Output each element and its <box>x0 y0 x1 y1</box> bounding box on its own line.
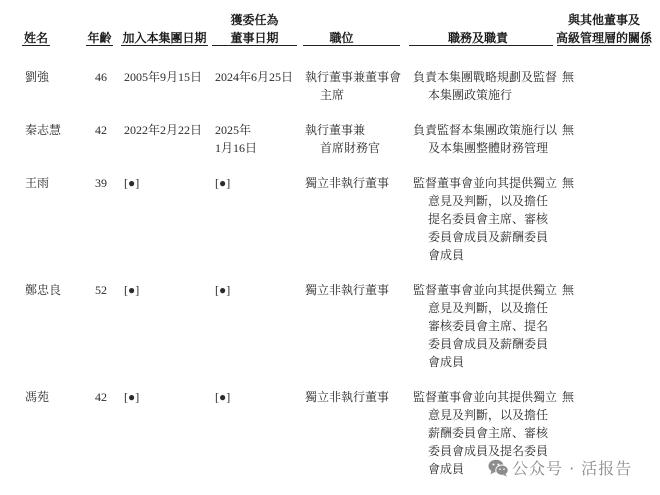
header-relationship-line: 高級管理層的關係 <box>556 31 653 45</box>
appointment-date-line: 2025年 <box>215 123 252 137</box>
duties-line: 會成員 <box>428 248 465 262</box>
director-name: 劉強 <box>25 70 50 84</box>
header-underline <box>22 45 50 46</box>
appointment-date <box>215 174 230 192</box>
appointment-date-line: 1月16日 <box>215 141 258 155</box>
relationship: 無 <box>562 390 575 404</box>
duties-line: 委員會成員及薪酬委員 <box>428 230 549 244</box>
header-name: 姓名 <box>23 31 48 45</box>
relationship: 無 <box>562 176 575 190</box>
duties-line: 審核委員會主席、提名 <box>428 319 549 333</box>
header-position: 職位 <box>329 31 354 45</box>
relationship: 無 <box>562 70 575 84</box>
duties-line: 意見及判斷，以及擔任 <box>428 194 549 208</box>
duties-line: 委員會成員及提名委員 <box>428 444 549 458</box>
duties-line: 監督董事會並向其提供獨立 <box>413 390 558 404</box>
wechat-icon <box>488 459 509 477</box>
header-join-date: 加入本集團日期 <box>122 31 207 45</box>
appointment-date <box>215 68 293 86</box>
appointment-date-line: [●] <box>215 283 231 297</box>
header-underline <box>409 45 553 46</box>
director-name: 秦志慧 <box>25 123 62 137</box>
watermark-text: 公众号 · 活报告 <box>512 459 633 478</box>
director-age: 39 <box>95 176 107 190</box>
appointment-date <box>215 121 257 157</box>
position <box>305 388 389 406</box>
join-date: 2022年2月22日 <box>124 123 203 137</box>
duties-line: 提名委員會主席、審核 <box>428 212 549 226</box>
duties-line: 本集團政策施行 <box>428 88 513 102</box>
duties-line: 會成員 <box>428 355 465 369</box>
relationship: 無 <box>562 283 575 297</box>
appointment-date-line: [●] <box>215 176 231 190</box>
header-appointment-date-line: 董事日期 <box>230 31 279 45</box>
duties <box>413 281 557 371</box>
header-appointment-date <box>212 11 297 47</box>
header-underline <box>86 45 113 46</box>
director-age: 42 <box>95 390 107 404</box>
duties-line: 委員會成員及薪酬委員 <box>428 337 549 351</box>
position <box>305 281 389 299</box>
appointment-date-line: [●] <box>215 390 231 404</box>
header-underline <box>557 45 650 46</box>
position-line: 執行董事兼董事會 <box>305 70 402 84</box>
appointment-date <box>215 281 230 299</box>
duties-line: 監督董事會並向其提供獨立 <box>413 176 558 190</box>
header-relationship <box>556 11 652 47</box>
director-name: 馮苑 <box>25 390 50 404</box>
table-row <box>0 174 660 274</box>
position-line: 獨立非執行董事 <box>305 176 390 190</box>
duties-line: 意見及判斷，以及擔任 <box>428 408 549 422</box>
header-relationship-line: 與其他董事及 <box>567 13 640 27</box>
position-line: 首席財務官 <box>320 141 381 155</box>
position <box>305 121 380 157</box>
header-underline <box>121 45 208 46</box>
join-date: 2005年9月15日 <box>124 70 203 84</box>
position <box>305 68 401 104</box>
header-age: 年齡 <box>87 31 112 45</box>
duties-line: 薪酬委員會主席、審核 <box>428 426 549 440</box>
appointment-date <box>215 388 230 406</box>
join-date: [●] <box>124 283 140 297</box>
director-age: 46 <box>95 70 107 84</box>
relationship: 無 <box>562 123 575 137</box>
duties-line: 監督董事會並向其提供獨立 <box>413 283 558 297</box>
duties-line: 意見及判斷，以及擔任 <box>428 301 549 315</box>
header-underline <box>212 45 297 46</box>
header-duties: 職務及職責 <box>447 31 508 45</box>
duties <box>413 174 557 264</box>
duties-line: 及本集團整體財務管理 <box>428 141 549 155</box>
join-date: [●] <box>124 390 140 404</box>
duties <box>413 68 557 104</box>
position-line: 獨立非執行董事 <box>305 283 390 297</box>
position-line: 主席 <box>320 88 345 102</box>
header-appointment-date-line: 獲委任為 <box>230 13 279 27</box>
director-name: 鄭忠良 <box>25 283 62 297</box>
watermark <box>486 455 651 481</box>
director-age: 42 <box>95 123 107 137</box>
duties-line: 負責本集團戰略規劃及監督 <box>413 70 558 84</box>
header-underline <box>303 45 400 46</box>
position <box>305 174 389 192</box>
position-line: 執行董事兼 <box>305 123 366 137</box>
duties-line: 負責監督本集團政策施行以 <box>413 123 558 137</box>
join-date: [●] <box>124 176 140 190</box>
director-name: 王雨 <box>25 176 50 190</box>
duties <box>413 121 557 157</box>
duties-line: 會成員 <box>428 462 465 476</box>
appointment-date-line: 2024年6月25日 <box>215 70 294 84</box>
director-age: 52 <box>95 283 107 297</box>
table-row <box>0 281 660 381</box>
position-line: 獨立非執行董事 <box>305 390 390 404</box>
